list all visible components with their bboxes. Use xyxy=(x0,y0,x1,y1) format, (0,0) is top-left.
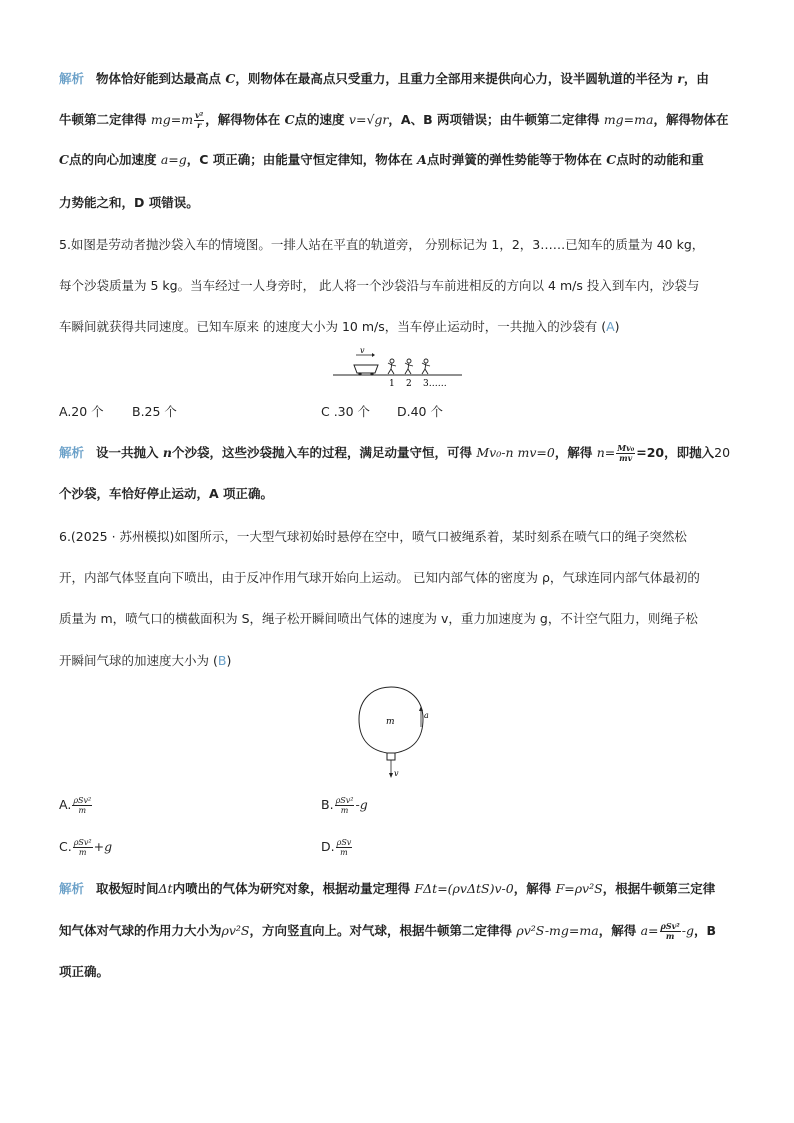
q6-option-d[interactable]: D. $\frac{\text{ρSv}}{m}$ xyxy=(321,838,352,857)
arrowhead-icon xyxy=(389,773,393,778)
question-6-line-3: 质量为 m，喷气口的横截面积为 S，绳子松开瞬间喷出气体的速度为 v，重力加速度为 g，不计空气阻力，则绳子松 xyxy=(59,611,698,626)
fraction: $\frac{\text{ρSv²}}{m}$ xyxy=(660,921,680,941)
q5-option-b[interactable]: B.25 个 xyxy=(132,404,177,419)
solution-block-1-line-4: 力势能之和，D 项错误。 xyxy=(59,195,199,210)
solution-6-line-2: 知气体对气球的作用力大小为ρv²S，方向竖直向上。对气球，根据牛顿第二定律得 ρv²S-mg=ma，解得 a= $\frac{\text{ρSv²}}{m}$ -g，B xyxy=(59,921,717,941)
q5-option-d[interactable]: D.40 个 xyxy=(397,404,443,419)
question-6-line-1: 6.(2025 · 苏州模拟)如图所示，一大型气球初始时悬停在空中，喷气口被绳系着，某时刻系在喷气口的绳子突然松 xyxy=(59,529,687,544)
q6-option-a[interactable]: A. $\frac{\text{ρSv²}}{m}$ xyxy=(59,796,92,815)
solution-block-1-line-1: 解析 物体恰好能到达最高点 C，则物体在最高点只受重力，且重力全部用来提供向心力，设半圆轨道的半径为 r，由 xyxy=(59,71,709,86)
person-label-3: 3…… xyxy=(423,379,447,389)
q6-option-b[interactable]: B. $\frac{\text{ρSv²}}{m}$ -g xyxy=(321,796,368,815)
question-5-line-3: 车瞬间就获得共同速度。已知车原来 的速度大小为 10 m/s，当车停止运动时，一共抛入的沙袋有 (A) xyxy=(59,319,620,334)
velocity-label: v xyxy=(360,347,365,355)
q6-option-c[interactable]: C. $\frac{\text{ρSv²}}{m}$ +g xyxy=(59,838,113,857)
acceleration-label: a xyxy=(424,711,429,720)
wheel-icon xyxy=(358,372,361,375)
balloon-mass-label: m xyxy=(386,717,395,727)
solution-block-1-line-2: 牛顿第二定律得 mg=m $\frac{\text{v²}}{r}$ ，解得物体在 C点的速度 v=√gr，A、B 两项错误；由牛顿第二定律得 mg=ma，解得物体在 xyxy=(59,110,729,130)
person-label-1: 1 xyxy=(389,379,395,389)
question-6-line-4: 开瞬间气球的加速度大小为 (B) xyxy=(59,653,232,668)
wheel-icon xyxy=(370,372,373,375)
person-1-icon xyxy=(388,359,396,374)
nozzle xyxy=(387,753,395,760)
person-2-icon xyxy=(405,359,413,374)
balloon-figure xyxy=(355,683,440,783)
solution-5-line-1: 解析 设一共抛入 n个沙袋，这些沙袋抛入车的过程，满足动量守恒，可得 Mv₀-n mv=0，解得 n= $\frac{\text{Mv₀}}{mv}$ =20，即抛入20 xyxy=(59,443,731,463)
solution-5-line-2: 个沙袋，车恰好停止运动，A 项正确。 xyxy=(59,486,274,501)
answer-q5: A xyxy=(606,319,615,334)
q5-option-c[interactable]: C .30 个 xyxy=(321,404,371,419)
fraction: $\frac{\text{Mv₀}}{mv}$ xyxy=(617,443,635,463)
velocity-label: v xyxy=(394,769,399,778)
solution-block-1-line-3: C点的向心加速度 a=g，C 项正确；由能量守恒定律知，物体在 A点时弹簧的弹性势能等于物体在 C点时的动能和重 xyxy=(59,152,704,167)
cart-figure xyxy=(330,347,465,389)
cart-icon xyxy=(354,365,378,373)
question-5-line-1: 5.如图是劳动者抛沙袋入车的情境图。一排人站在平直的轨道旁， 分别标记为 1，2，3……已知车的质量为 40 kg， xyxy=(59,237,705,252)
fraction: $\frac{\text{v²}}{r}$ xyxy=(195,110,204,130)
question-5-line-2: 每个沙袋质量为 5 kg。当车经过一人身旁时， 此人将一个沙袋沿与车前进相反的方向以 4 m/s 投入到车内，沙袋与 xyxy=(59,278,700,293)
person-3-icon xyxy=(422,359,430,374)
analysis-label: 解析 xyxy=(59,71,85,86)
question-6-line-2: 开，内部气体竖直向下喷出，由于反冲作用气球开始向上运动。 已知内部气体的密度为 ρ，气球连同内部气体最初的 xyxy=(59,570,700,585)
solution-6-line-3: 项正确。 xyxy=(59,964,110,979)
q5-option-a[interactable]: A.20 个 xyxy=(59,404,104,419)
arrowhead-icon xyxy=(419,706,423,711)
person-label-2: 2 xyxy=(406,379,412,389)
arrowhead-icon xyxy=(372,353,375,357)
answer-q6: B xyxy=(217,653,227,668)
solution-6-line-1: 解析 取极短时间Δt内喷出的气体为研究对象，根据动量定理得 FΔt=(ρvΔtS)v-0，解得 F=ρv²S，根据牛顿第三定律 xyxy=(59,881,716,896)
